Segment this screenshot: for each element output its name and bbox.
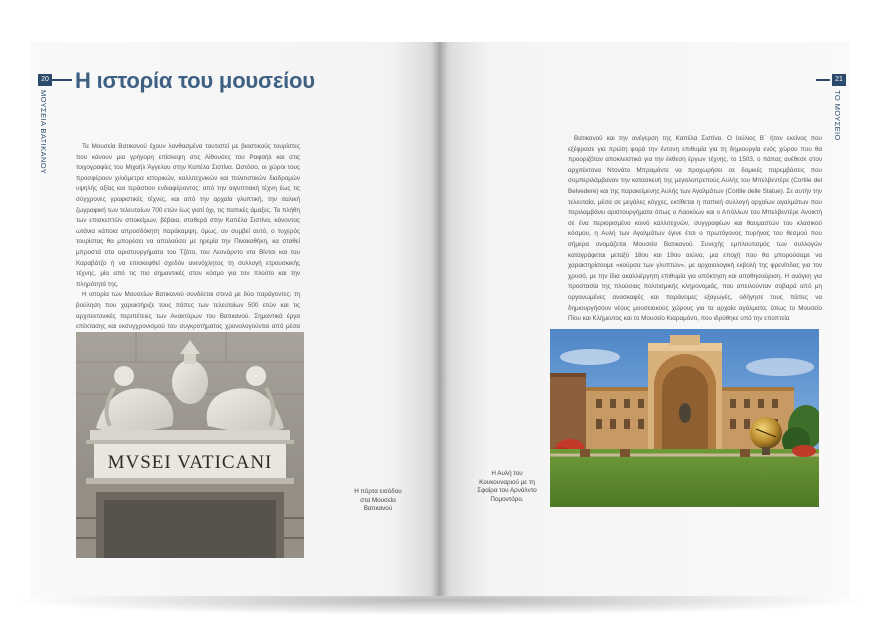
courtyard-photo — [550, 329, 819, 507]
paragraph: Η ιστορία των Μουσείων Βατικανού συνδέεται στενά με δύο παράγοντες: τη βούληση που χαρακτήριζε τους πάπες των τελευταίων 500 ετών και τις αρχιτεκτονικές περιπέτειες των Ανακτόρων του Βατικανού. Σημαντικά έργα επέκτασης και εκσυγχρονισμού του συγκροτήματος χρονολογούνται από μέσα — [76, 291, 300, 331]
museum-entrance-photo — [76, 332, 304, 558]
running-head-left: ΜΟΥΣΕΙΑ ΒΑΤΙΚΑΝΟΥ — [39, 90, 48, 175]
right-page — [440, 42, 850, 596]
page-number-left: 20 — [38, 74, 52, 86]
inscription-text: MVSEI VATICANI — [107, 452, 273, 473]
right-running-head — [832, 74, 846, 204]
header-rule — [816, 79, 830, 81]
photo-caption-left: Η πόρτα εισόδου στα Μουσεία Βατικανού — [354, 488, 402, 513]
paragraph: Τα Μουσεία Βατικανού έχουν λανθασμένα ταυτιστεί με βιαστικούς τουρίστες που κάνουν μια γρήγορη επίσκεψη στις Αίθουσες του Ραφαήλ και στις τοιχογραφίες του Μιχαήλ Άγγελου στην Καπέλα Σιστίνα. Ωστόσο, οι χώροι τους προσφέρουν χιλιόμετρα ιστορικών, καλλιτεχνικών και πολιτιστικών διαδρομών υψηλής αξίας και τεράστιου ενδιαφέροντος: από την αιγυπτιακή τέχνη έως τις σύγχρονες γραφιστικές τέχνες, και από την αρχαία γλυπτική, την ιταλική ζωγραφική των τελευταίων 700 ετών έως γιατί όχι, τις παπικές άμαξες. Τα πλήθη των επισκεπτών σποκείμων, βέβαια, σταθερά στην Καπέλα Σιστίνα, κάνοντας ωτάνια κάποια απροσδόκητη παράκαμψη, όμως, αν συμβεί αυτό, ο τυχερός τουρίστας θα μπορέσει να απολαύσει με ηρεμία την Πινακοθήκη, κα σταθεί μπροστά στα αριστουργήματα του Τζότο, του Λεονάρντο ντα Βίντσι και του Καραβάτζο ή να επισκεφθεί σχεδόν ανενόχλητος τη συλλογή ετρουσκικής τέχνης, μία από τις πιο σημαντικές στον κόσμο για τον πλούτο και την πληρότητά της. — [76, 143, 300, 288]
paragraph: Βατικανού και την ανέγερση της Καπέλα Σιστίνα. Ο Ιούλιος Β΄ ήταν εκείνος που εξέφρασε για πρώτη φορά την έντονη επιθυμία για τη δημιουργία ενός χώρου που θα προοριζόταν αποκλειστικά για την έκθεση έργων τέχνης, το 1503, ο πάπας ανέθεσε στον αρχιτέκτονα Ντονάτο Μπραμάντε να προχωρήσει σε δομικές παρεμβάσεις που συμπεριλάμβαναν την κατασκευή της μεγαλοπρεπούς Αυλής του Μπελβεντέρε (Cortile del Belvedere) και της παρακείμενης Αυλής των Αγαλμάτων (Cortile delle Statue). Σε αυτήν την τελευταία, μέσα σε μεγάλες κόγχες, εκτίθεται η παπική συλλογή αρχαίων αγαλμάτων που περιλαμβάνει αριστουργήματα όπως ο Λαοκόων και ο Απόλλων του Μπελβεντέρε Ανοικτή σε ένα περιορισμένο κοινό καλλιτεχνών, συγγραφέων και θαυμαστών του κλασικού κόσμου, η Αυλή των Αγαλμάτων έγινε έτσι ο πρωτόγονος πυρήνας του θεσμού που σήμερα ονομάζεται Μουσεία Βατικανού. Συνεχής εμπλουτισμός των συλλογών καταγράφεται μεταξύ 18ου και 19ου αιώνα, μια εποχή που θα μπορούσαμε να χαρακτηρίσουμε «κούρσα των γλυπτών», με αρχαιολογική εκβολή της φρενίτιδας για τον χρυσό, με την ίδια ακαλλιέργητη επιθυμία για απόκτηση και αποθησαύριση. Η ανάγκη για προστασία της πλούσιας πολιτισμικής κληρονομιάς, που απειλούνταν σοβαρά από μη οργανωμένες ανασκαφές και παράνομες εξαγωγές, οδήγησε τους πάπες να δημιουργήσουν νέους μουσειακούς χώρους για τα αρχαία αγάλματα, όπως το Μουσείο Πίου και Κλήμεντος και το Μουσείο Κιαραμόντι, που ιδρύθηκε υπό την εποπτεία — [568, 135, 822, 323]
page-title: Η ιστορία του μουσείου — [75, 68, 315, 93]
left-running-head — [38, 74, 52, 204]
book-spine — [432, 42, 448, 596]
title-rule — [52, 79, 72, 81]
right-body-text — [568, 134, 822, 325]
page-number-right: 21 — [832, 74, 846, 86]
magazine-spread — [30, 42, 850, 596]
left-page — [30, 42, 440, 596]
running-head-right: ΤΟ ΜΟΥΣΕΙΟ — [833, 90, 842, 141]
photo-caption-right: Η Αυλή του Κουκουναριού με τη Σφαίρα του Αρνάλντο Πομοντόρο. — [477, 470, 537, 503]
